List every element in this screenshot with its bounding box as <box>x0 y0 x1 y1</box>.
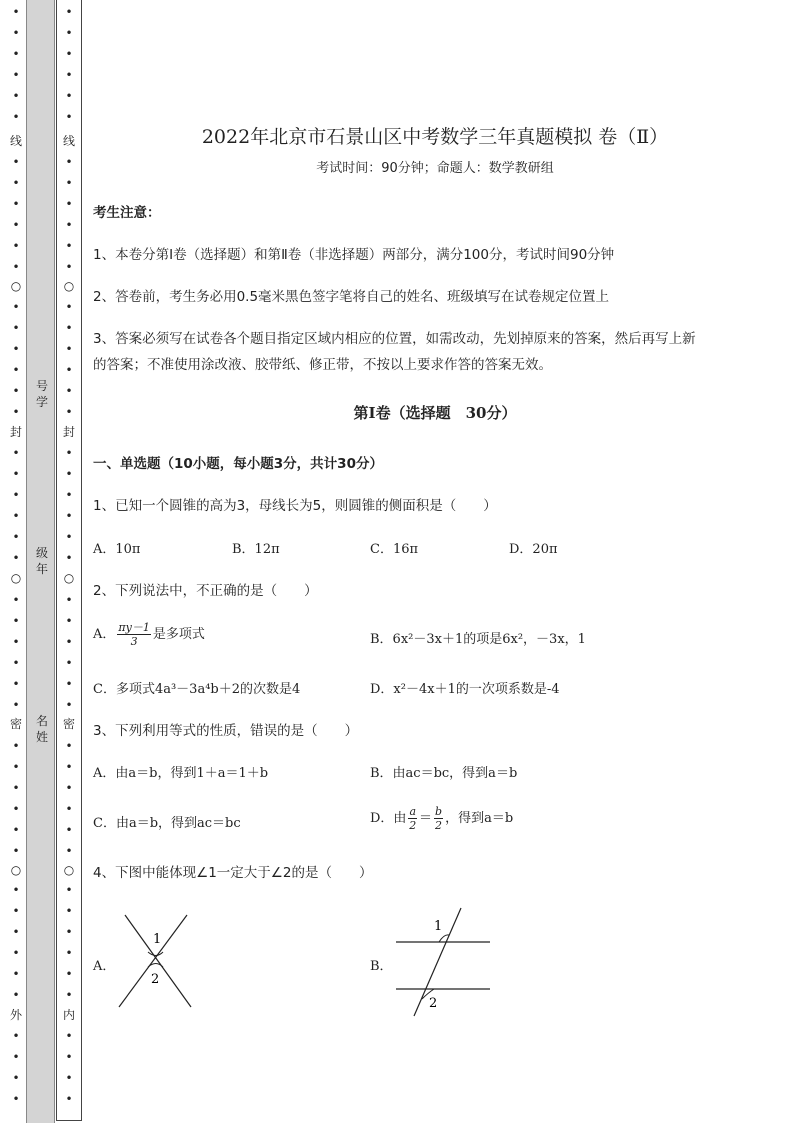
inner-label-inside: 内 <box>62 1008 75 1022</box>
q1-option-c: C．16π <box>370 542 419 557</box>
notice-item-3-cont: 的答案；不准使用涂改液、胶带纸、修正带，不按以上要求作答的答案无效。 <box>93 357 552 373</box>
outer-label-circle: ○ <box>10 279 22 293</box>
figure-a-line-1 <box>125 915 191 1007</box>
inner-label-circle: ○ <box>63 571 75 585</box>
notice-item-1: 1、本卷分第Ⅰ卷（选择题）和第Ⅱ卷（非选择题）两部分，满分100分，考试时间90分钟 <box>93 247 615 263</box>
q4-option-a-label: A． <box>93 959 116 974</box>
q1-option-b: B．12π <box>232 542 280 557</box>
outer-label-seal: 封 <box>9 425 22 439</box>
q2-stem: 2、下列说法中，不正确的是（ ） <box>93 583 318 599</box>
q3-option-a: A．由a＝b，得到1＋a＝1＋b <box>93 766 269 781</box>
inner-dot-column: • • • • • • <box>65 883 73 1002</box>
inner-label-circle: ○ <box>63 279 75 293</box>
q1-option-a: A．10π <box>93 542 141 557</box>
q4-stem: 4、下图中能体现∠1一定大于∠2的是（ ） <box>93 865 373 881</box>
inner-dot-column: • • • • • • <box>65 593 73 712</box>
field-grade: 级年 <box>35 546 48 576</box>
page-title: 2022年北京市石景山区中考数学三年真题模拟 卷（Ⅱ） <box>201 126 669 148</box>
q3-fraction-a-numerator: a <box>409 805 416 818</box>
outer-dot-column: • • • • • • <box>12 300 20 419</box>
q2-fraction-denominator: 3 <box>130 635 138 648</box>
outer-dot-column: • • • • • • <box>12 446 20 565</box>
inner-dot-column: • • • • • • <box>65 300 73 419</box>
q3-option-c: C．由a＝b，得到ac＝bc <box>93 816 241 831</box>
q4-option-b-label: B． <box>370 959 393 974</box>
inner-label-secret: 密 <box>62 717 75 731</box>
outer-dot-column: • • • • • • <box>12 739 20 858</box>
q3-option-d <box>370 805 513 832</box>
notice-heading: 考生注意： <box>93 205 161 221</box>
figure-b-angle-2-label: 2 <box>429 996 438 1011</box>
q4-figure-a <box>115 910 200 1010</box>
section-heading: 一、单选题（10小题，每小题3分，共计30分） <box>93 456 383 472</box>
figure-a-angle-1-label: 1 <box>153 932 162 947</box>
inner-dot-column: • • • • • • <box>65 155 73 274</box>
inner-dot-column: • • • • • • <box>65 739 73 858</box>
outer-label-line: 线 <box>9 134 22 148</box>
figure-b-angle-1-label: 1 <box>434 919 443 934</box>
q3-option-d-prefix: D．由 <box>370 811 407 826</box>
q2-option-b: B．6x²－3x＋1的项是6x²，－3x，1 <box>370 632 586 647</box>
inner-label-line: 线 <box>62 134 75 148</box>
q3-fraction-a <box>408 805 417 832</box>
outer-dot-column: • • • • • • <box>12 155 20 274</box>
q4-figure-b <box>392 905 497 1020</box>
inner-label-circle: ○ <box>63 863 75 877</box>
q2-option-a-prefix: A． <box>93 627 116 642</box>
field-name: 名姓 <box>35 714 48 744</box>
notice-item-3: 3、答案必须写在试卷各个题目指定区域内相应的位置，如需改动，先划掉原来的答案，然后再写上新 <box>93 331 696 347</box>
outer-dot-column: • • • • • • <box>12 5 20 124</box>
q1-option-d: D．20π <box>509 542 558 557</box>
notice-item-2: 2、答卷前，考生务必用0.5毫米黑色签字笔将自己的姓名、班级填写在试卷规定位置上 <box>93 289 610 305</box>
outer-dot-column: • • • • • • <box>12 593 20 712</box>
outer-label-circle: ○ <box>10 571 22 585</box>
outer-label-outside: 外 <box>9 1008 22 1022</box>
q3-option-d-suffix: ，得到a＝b <box>445 811 514 826</box>
q3-fraction-b-numerator: b <box>435 805 443 818</box>
q2-option-c: C．多项式4a³－3a⁴b＋2的次数是4 <box>93 682 301 697</box>
q2-fraction-numerator: πy－1 <box>118 621 150 634</box>
q2-option-d: D．x²－4x＋1的一次项系数是-4 <box>370 682 560 697</box>
outer-label-secret: 密 <box>9 717 22 731</box>
q1-stem: 1、已知一个圆锥的高为3，母线长为5，则圆锥的侧面积是（ ） <box>93 498 497 514</box>
q3-option-b: B．由ac＝bc，得到a＝b <box>370 766 518 781</box>
inner-label-seal: 封 <box>62 425 75 439</box>
inner-dot-column: • • • • <box>65 1029 73 1106</box>
page-subtitle: 考试时间：90分钟；命题人：数学教研组 <box>316 161 554 176</box>
q2-option-a-suffix: 是多项式 <box>152 627 205 642</box>
q2-option-a <box>93 621 205 648</box>
field-student-number: 号学 <box>35 379 48 409</box>
q3-fraction-a-denominator: 2 <box>409 819 417 832</box>
outer-dot-column: • • • • <box>12 1029 20 1106</box>
part1-title: 第Ⅰ卷（选择题 30分） <box>353 404 517 422</box>
q3-equals: ＝ <box>419 811 433 826</box>
outer-label-circle: ○ <box>10 863 22 877</box>
inner-dot-column: • • • • • • <box>65 446 73 565</box>
figure-a-line-2 <box>119 915 187 1007</box>
q3-fraction-b-denominator: 2 <box>435 819 443 832</box>
inner-dot-column: • • • • • • <box>65 5 73 124</box>
figure-a-angle-2-label: 2 <box>151 972 160 987</box>
outer-dot-column: • • • • • • <box>12 883 20 1002</box>
q3-stem: 3、下列利用等式的性质，错误的是（ ） <box>93 723 359 739</box>
q2-option-a-fraction <box>117 621 150 648</box>
q3-fraction-b <box>434 805 443 832</box>
figure-a-angle-1-arc <box>148 952 163 956</box>
